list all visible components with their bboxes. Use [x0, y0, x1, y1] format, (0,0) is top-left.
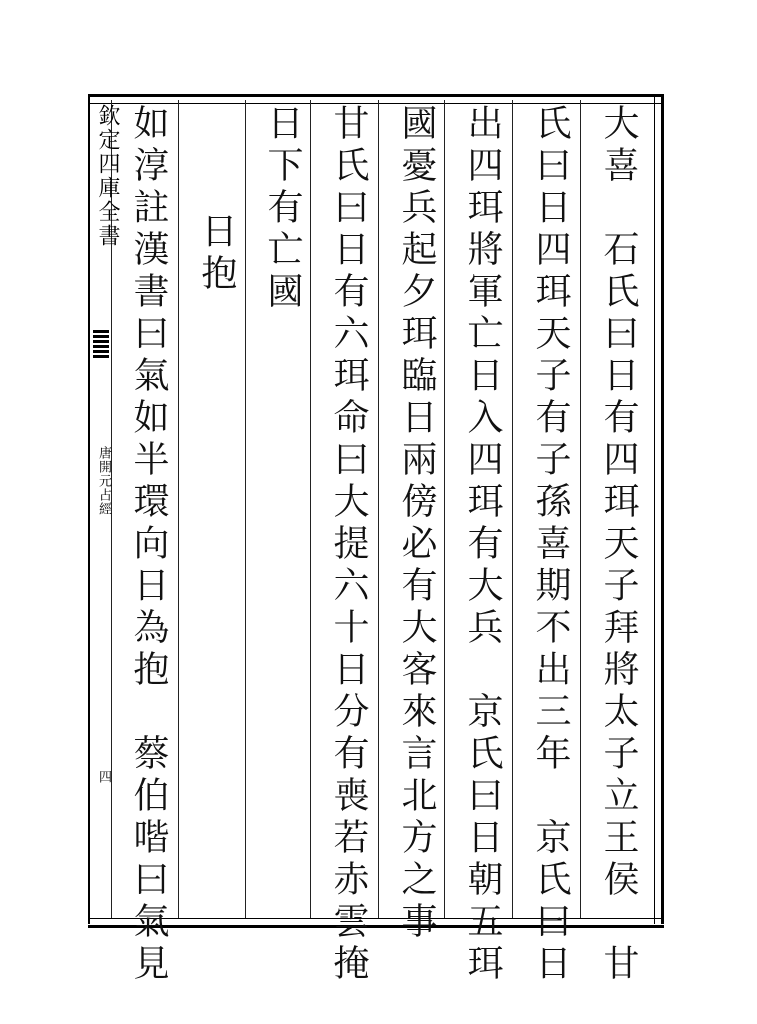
column-divider	[310, 100, 311, 918]
text-column-5: 甘氏曰日有六珥命曰大提六十日分有喪若赤雲掩	[328, 104, 369, 986]
text-column-6: 日下有亡國	[262, 104, 303, 314]
page-frame-top	[88, 94, 664, 104]
text-column-8: 如淳註漢書曰氣如半環向日為抱 蔡伯喈曰氣見	[128, 104, 169, 986]
page-frame-bottom	[88, 918, 664, 928]
text-column-3: 出四珥將軍亡日入四珥有大兵 京氏曰日朝五珥	[462, 104, 503, 986]
fold-book-title: 欽定四庫全書	[95, 104, 120, 248]
text-column-4: 國憂兵起夕珥臨日兩傍必有大客來言北方之事	[396, 104, 437, 944]
text-column-2: 氏曰日四珥天子有子孫喜期不出三年 京氏曰日	[530, 104, 571, 986]
fold-page-number: 四	[96, 770, 111, 783]
text-column-1: 大喜 石氏曰日有四珥天子拜將太子立王侯 甘	[598, 104, 639, 986]
column-divider	[512, 100, 513, 918]
column-divider	[580, 100, 581, 918]
fold-section-title: 唐開元占經	[96, 446, 111, 516]
column-divider	[245, 100, 246, 918]
section-heading: 日抱	[196, 170, 237, 296]
page-frame-right	[654, 94, 664, 924]
column-divider	[378, 100, 379, 918]
fish-tail-mark	[93, 330, 109, 360]
column-divider	[444, 100, 445, 918]
column-divider	[178, 100, 179, 918]
